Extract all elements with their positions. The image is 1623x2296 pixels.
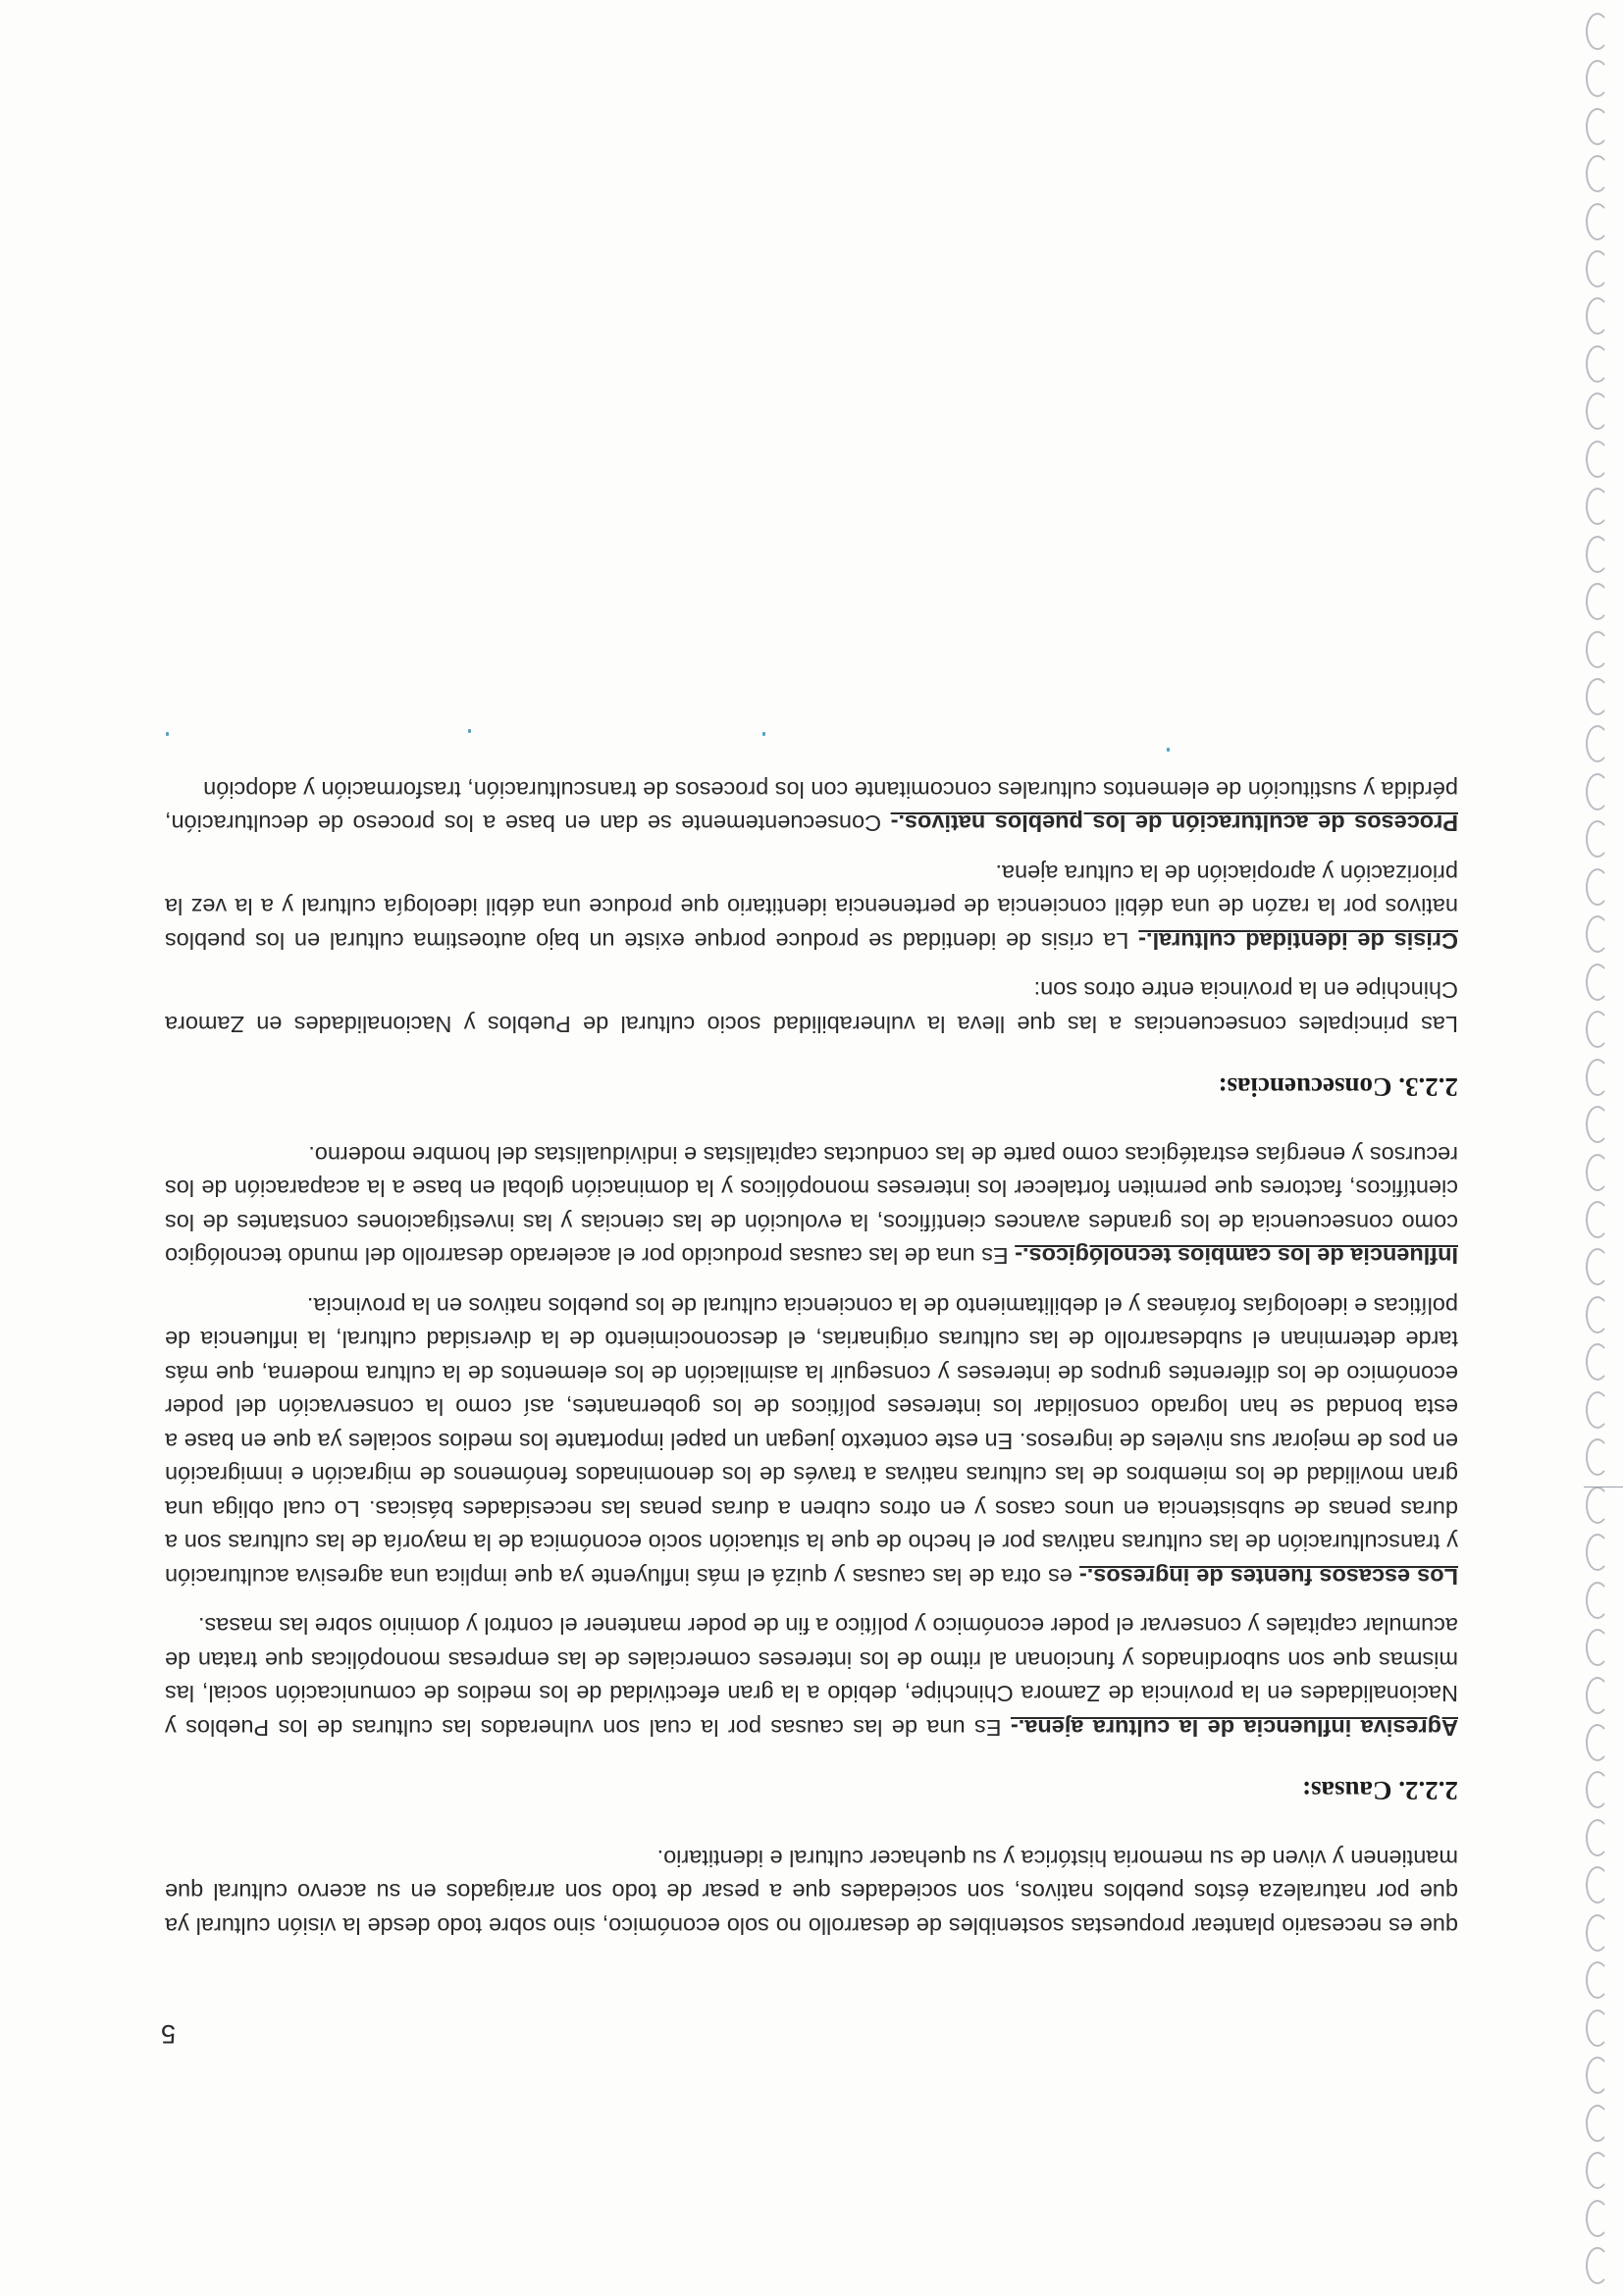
binder-hole-icon — [1586, 583, 1609, 620]
binder-hole-icon — [1586, 1011, 1609, 1048]
binder-hole-icon — [1586, 820, 1609, 858]
binder-hole-icon — [1586, 488, 1609, 525]
binder-hole-icon — [1586, 1059, 1609, 1096]
consecuencia-paragraph — [165, 773, 1458, 841]
binder-hole-icon — [1586, 2200, 1609, 2237]
binder-hole-icon — [1586, 1677, 1609, 1714]
binder-hole-icon — [1586, 1534, 1609, 1571]
binder-hole-icon — [1586, 1629, 1609, 1666]
binder-hole-icon — [1586, 1724, 1609, 1761]
binder-hole-icon — [1586, 13, 1609, 50]
causa-text: Es una de las causas por la cual son vulnerados las culturas de los Pueblos y Nacionalidades en la provincia de Zamora Chinchipe, debido a la gran efectividad de los medios de comunicación social, las mismas que son subordinados y funcionan al ritmo de los intereses comerciales de las empresas monopólicas que tratan de acumular capitales y conservar el poder económico y político a fin de poder mantener el control y dominio sobre las masas. — [165, 1613, 1458, 1741]
binder-hole-icon — [1586, 964, 1609, 1001]
intro-paragraph: que es necesario plantear propuestas sostenibles de desarrollo no solo económico, sino sobre todo desde la visión cultural ya que por naturaleza éstos pueblos nativos, son sociedades que a pesar de todo son arraigados en su acervo cultural que mantienen y viven de su memoria histórica y su quehacer cultural e identitario. — [165, 1846, 1458, 1939]
consecuencia-text: Consecuentemente se dan en base a los proceso de deculturación, pérdida y sustitución de elementos culturales concomitante con los procesos de transculturación, trasformación y adopción — [165, 777, 1458, 837]
consecuencia-paragraph — [165, 857, 1458, 959]
binder-hole-icon — [1586, 1487, 1609, 1524]
binder-hole-icon — [1586, 1438, 1609, 1476]
binder-hole-icon — [1586, 155, 1609, 192]
binder-holes — [1570, 12, 1609, 2284]
causa-text: es otra de las causas y quizá el más influyente ya que implica una agresiva aculturación y transculturación de las culturas nativas por el hecho de que la situación socio económica de la mayoría de las culturas son a duras penas de subsistencia en unos casos y en otros cubren a duras penas las necesidades básicas. Lo cual obliga una gran movilidad de los miembros de las culturas nativas a través de los denominados fenómenos de migración e inmigración en pos de mejorar sus niveles de ingresos. En este contexto juegan un papel importante los medios sociales ya que en base a esta bondad se han logrado consolidar los intereses políticos de los gobernantes, así como la conservación del poder económico de los diferentes grupos de intereses y conseguir la asimilación de los elementos de la cultura moderna, que más tarde determinan el subdesarrollo de las culturas originarias, el desconocimiento de la diversidad cultural, la influencia de políticas e ideologías foráneas y el debilitamiento de la conciencia cultural de los pueblos nativos en la provincia. — [165, 1293, 1458, 1590]
causa-paragraph — [165, 1289, 1458, 1594]
binder-hole-icon — [1586, 631, 1609, 668]
binder-hole-icon — [1586, 915, 1609, 953]
binder-hole-icon — [1586, 1819, 1609, 1856]
binder-hole-icon — [1586, 1914, 1609, 1952]
binder-hole-icon — [1586, 2247, 1609, 2284]
causa-paragraph — [165, 1609, 1458, 1745]
page-number: 5 — [161, 2019, 177, 2049]
binder-hole-icon — [1586, 2152, 1609, 2189]
scan-speck — [762, 732, 765, 736]
consecuencias-intro: Las principales consecuencias a las que lleva la vulnerabilidad socio cultural de Pueblos y Nacionalidades en Zamora Chinchipe en la provincia entre otros son: — [165, 977, 1458, 1037]
causa-term: Influencia de los cambios tecnológicos.- — [1015, 1243, 1458, 1270]
binder-hole-icon — [1586, 1866, 1609, 1904]
binder-hole-icon — [1586, 345, 1609, 383]
binder-hole-icon — [1586, 868, 1609, 906]
scan-speck — [468, 729, 471, 733]
binder-hole-icon — [1586, 392, 1609, 430]
binder-hole-icon — [1586, 203, 1609, 240]
document-body — [165, 757, 1458, 1944]
binder-hole-icon — [1586, 536, 1609, 573]
binder-hole-icon — [1586, 1248, 1609, 1285]
binder-hole-icon — [1586, 2057, 1609, 2094]
binder-hole-icon — [1586, 2009, 1609, 2047]
causa-term: Agresiva influencia de la cultura ajena.- — [1010, 1715, 1458, 1741]
consecuencia-text: La crisis de identidad se produce porque existe un bajo autoestima cultural en los pueblos nativos por la razón de una débil conciencia de pertenencia identitario que produce una débil ideología cultural y a la vez la priorización y apropiación de la cultura ajena. — [164, 861, 1458, 954]
binder-hole-icon — [1586, 1391, 1609, 1429]
binder-hole-icon — [1586, 2105, 1609, 2142]
binder-hole-icon — [1586, 726, 1609, 763]
binder-hole-icon — [1586, 441, 1609, 478]
binder-hole-icon — [1586, 678, 1609, 715]
binder-hole-icon — [1586, 1582, 1609, 1619]
binder-hole-icon — [1586, 1154, 1609, 1191]
binder-hole-icon — [1586, 297, 1609, 335]
consecuencia-term: Crisis de identidad cultural.- — [1138, 928, 1458, 954]
binder-hole-icon — [1586, 1771, 1609, 1808]
scan-speck — [1167, 748, 1170, 752]
causa-paragraph — [165, 1138, 1458, 1274]
binder-hole-icon — [1586, 108, 1609, 145]
section-heading-consecuencias: 2.2.3. Consecuencias: — [1218, 1072, 1458, 1103]
binder-hole-icon — [1586, 1106, 1609, 1143]
binder-hole-icon — [1586, 60, 1609, 97]
causa-text: Es una de las causas producido por el acelerado desarrollo del mundo tecnológico como consecuencia de los grandes avances científicos, la evolución de las ciencias y las investigaciones constantes de los científicos, factores que permiten fortalecer los intereses monopólicos y la dominación global en base a la acaparación de los recursos y energías estratégicas como parte de las conductas capitalistas e individualistas del hombre moderno. — [165, 1142, 1458, 1270]
binder-hole-icon — [1586, 773, 1609, 810]
section-heading-causas: 2.2.2. Causas: — [1301, 1776, 1458, 1806]
consecuencia-term: Procesos de aculturación de los pueblos nativos.- — [890, 810, 1458, 837]
binder-hole-icon — [1586, 1961, 1609, 1999]
causa-term: Los escasos fuentes de ingresos.- — [1078, 1564, 1458, 1590]
binder-hole-icon — [1586, 1296, 1609, 1333]
binder-hole-icon — [1586, 1343, 1609, 1381]
binder-hole-icon — [1586, 1201, 1609, 1238]
binder-hole-icon — [1586, 250, 1609, 287]
scan-speck — [166, 732, 169, 736]
